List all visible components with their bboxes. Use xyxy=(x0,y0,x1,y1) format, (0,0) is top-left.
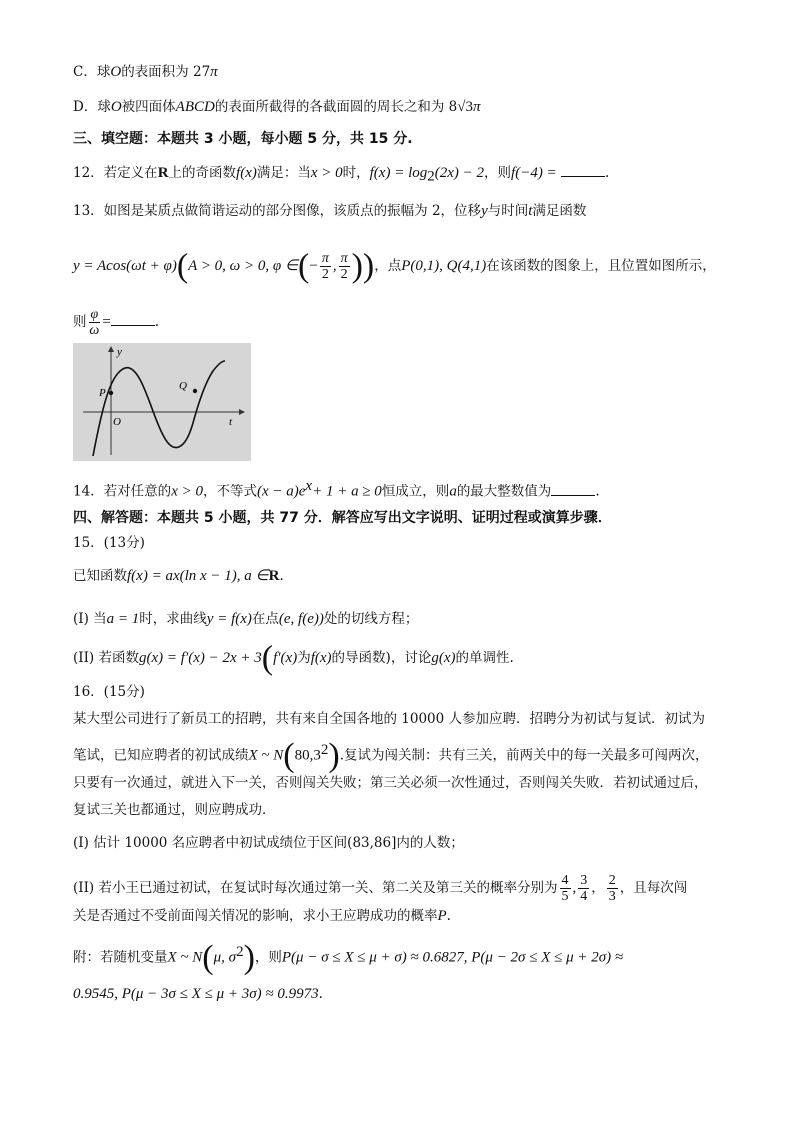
graph-p-label: P xyxy=(99,387,106,399)
q13-omega: ω xyxy=(89,323,100,338)
q16-note-b: ，则 xyxy=(254,949,282,966)
q14-text-b: ，不等式 xyxy=(202,483,257,500)
q12-ask: f(−4) = xyxy=(511,165,557,181)
q16-distribution: X ~ N xyxy=(248,747,284,764)
q15-p2-d: 的导函数)，讨论 xyxy=(331,650,432,666)
q15-p2-a: (II) 若函数 xyxy=(73,650,139,666)
q13-text-1b: 与时间 xyxy=(487,203,529,219)
q12-text-a: 12．若定义在 xyxy=(73,165,158,181)
q13-negative: − xyxy=(309,258,318,274)
q16-f2-den: 4 xyxy=(580,889,588,904)
q16-note-dist: X ~ N xyxy=(167,949,203,966)
q16-f1-num: 4 xyxy=(561,873,569,888)
q12-fx: f(x) xyxy=(236,165,257,181)
q13-function: y = Acos(ωt + φ) xyxy=(73,258,177,274)
q12-period: . xyxy=(604,165,610,181)
q16-line-4: 复试三关也都通过，则应聘成功． xyxy=(73,802,276,818)
q13-period: . xyxy=(154,314,160,330)
q13-y: y xyxy=(481,203,488,219)
option-d-prefix: D．球 xyxy=(73,99,111,115)
q12-text-b: 上的奇函数 xyxy=(168,165,237,181)
point-q xyxy=(193,389,197,393)
option-c-prefix: C．球 xyxy=(73,64,111,80)
q16-frac-3 xyxy=(607,873,618,904)
q15-period: . xyxy=(279,568,284,584)
q16-note-formula-2: 0.9545, P(μ − 3σ ≤ X ≤ μ + 3σ) ≈ 0.9973 xyxy=(73,986,319,1002)
q16-f3-num: 2 xyxy=(608,873,616,888)
q12-real-set: R xyxy=(157,165,169,181)
q14-text-a: 14．若对任意的 xyxy=(73,483,172,500)
q16-part-2-cont xyxy=(73,906,451,926)
q13-right-paren-2: ) xyxy=(351,247,363,285)
q16-note xyxy=(73,939,624,976)
option-d-ball: O xyxy=(110,99,122,115)
q14-text-d: 的最大整数值为 xyxy=(456,483,552,500)
q16-note-2 xyxy=(73,984,323,1004)
q16-p2-a: (II) 若小王已通过初试，在复试时每次通过第一关、第二关及第三关的概率分别为 xyxy=(73,880,558,896)
q15-p2-g: g(x) = f′(x) − 2x + 3 xyxy=(139,650,262,666)
q13-text-after: ，点 xyxy=(374,258,402,274)
option-d-sqrt: √3 xyxy=(457,99,473,115)
graph-t-label: t xyxy=(229,416,233,428)
q12-text-e: ，则 xyxy=(484,165,512,181)
q14-inequality-2: + 1 + a ≥ 0 xyxy=(312,483,382,500)
q15-p1-d: 处的切线方程； xyxy=(323,611,419,627)
q13-points: P(0,1), Q(4,1) xyxy=(401,258,487,274)
q14-answer-blank[interactable] xyxy=(551,481,595,496)
q15-function: f(x) = ax(ln x − 1), a ∈ xyxy=(127,568,269,584)
q15-p2-e: 的单调性. xyxy=(455,650,514,666)
q13-frac-num-2: π xyxy=(340,251,348,266)
q16-frac-2 xyxy=(578,873,589,904)
q14-exponent: x xyxy=(305,478,313,494)
q15-heading: 15．(13分) xyxy=(73,535,145,551)
q15-part-2 xyxy=(73,639,514,677)
q16-note-formula-1: P(μ − σ ≤ X ≤ μ + σ) ≈ 0.6827, P(μ − 2σ ≤ X ≤ μ + 2σ) ≈ xyxy=(281,949,624,966)
q16-line-1: 某大型公司进行了新员工的招聘，共有来自全国各地的 10000 人参加应聘．招聘分为初试与复试．初试为 xyxy=(73,711,706,727)
q15-p2-fx: f(x) xyxy=(310,650,332,666)
q13-text-1: 13．如图是某质点做简谐运动的部分图像，该质点的振幅为 2，位移 xyxy=(73,203,482,219)
q16-heading: 16．(15分) xyxy=(73,684,145,700)
q16-params: 80,3 xyxy=(294,747,321,764)
question-12 xyxy=(73,162,609,187)
q15-p1-point: (e, f(e)) xyxy=(278,611,324,627)
q13-tail: 在该函数的图象上，且位置如图所示， xyxy=(486,258,716,274)
q13-frac-num-1: π xyxy=(321,251,329,266)
q12-log-base: 2 xyxy=(427,168,435,185)
q16-l2-b: .复试为闯关制：共有三关，前两关中的每一关最多可闯两次， xyxy=(339,747,709,764)
q14-a-var: a xyxy=(449,483,457,500)
q16-note-paren-close: ) xyxy=(243,939,255,976)
q15-p1-a: (I) 当 xyxy=(73,611,107,627)
q15-given-text: 已知函数 xyxy=(73,568,127,584)
q13-condition: A > 0, ω > 0, φ ∈ xyxy=(188,258,299,274)
graph-y-label: y xyxy=(117,346,122,358)
q16-p2-end: . xyxy=(446,908,451,924)
q13-text-1c: 满足函数 xyxy=(532,203,587,219)
question-13-line3 xyxy=(73,307,159,338)
q15-p1-c: 在点 xyxy=(251,611,279,627)
q16-f3-den: 3 xyxy=(608,889,616,904)
question-13-line2: y = Acos(ωt + φ)(A > 0, ω > 0, φ ∈(− $\frac{\pi}{2}$ , $\frac{\pi}{2}$ ))，点P(0,1), Q(4,1)在该函数的图象上，且位置如图所示， xyxy=(73,247,716,285)
q16-p2-c: 关是否通过不受前面闯关情况的影响，求小王应聘成功的概率 xyxy=(73,908,438,924)
section-3-heading: 三、填空题：本题共 3 小题，每小题 5 分，共 15 分. xyxy=(73,131,413,147)
q16-note-end: . xyxy=(318,986,323,1002)
q12-answer-blank[interactable] xyxy=(561,162,605,177)
option-c xyxy=(73,62,218,82)
q12-condition: x > 0 xyxy=(310,165,343,181)
q15-given xyxy=(73,566,284,586)
q15-p1-b: 时，求曲线 xyxy=(139,611,207,627)
option-c-pi: π xyxy=(210,64,218,80)
q15-p1-curve: y = f(x) xyxy=(206,611,252,627)
q14-inequality: (x − a)e xyxy=(256,483,306,500)
q12-text-c: 满足：当 xyxy=(256,165,311,181)
q16-line-2 xyxy=(73,737,709,774)
q15-p2-c: 为 xyxy=(297,650,311,666)
option-d-text2: 的表面所截得的各截面圆的周长之和为 8 xyxy=(214,99,458,115)
q13-equals: = xyxy=(102,314,111,330)
q16-paren-open: ( xyxy=(283,737,295,774)
q13-t: t xyxy=(528,203,533,219)
option-d-text1: 被四面体 xyxy=(121,99,176,115)
q16-note-paren-open: ( xyxy=(202,939,214,976)
q16-p2-b: ，且每次闯 xyxy=(619,880,688,896)
question-13-line1 xyxy=(73,201,586,221)
q15-p2-paren: ( xyxy=(261,639,274,677)
point-p xyxy=(109,391,113,395)
q15-p1-cond: a = 1 xyxy=(106,611,140,627)
q13-left-paren: ( xyxy=(176,247,189,285)
q15-p2-gx: g(x) xyxy=(431,650,456,666)
q13-phi-over-omega xyxy=(89,307,101,338)
q16-part-2: (II) 若小王已通过初试，在复试时每次通过第一关、第二关及第三关的概率分别为 $\frac{4}{5}$ , $\frac{3}{4}$ ， $\frac{2}{3}$ ，且每次闯 xyxy=(73,873,688,904)
q16-frac-1 xyxy=(560,873,571,904)
q15-p2-fprime: f′(x) xyxy=(273,650,298,666)
q16-part-1: (I) 估计 10000 名应聘者中初试成绩位于区间(83,86]内的人数； xyxy=(73,835,464,851)
option-d xyxy=(73,97,480,117)
q16-sup: 2 xyxy=(320,742,329,758)
question-14 xyxy=(73,476,600,502)
q14-text-c: 恒成立，则 xyxy=(381,483,450,500)
q12-text-d: 时， xyxy=(342,165,370,181)
q14-period: . xyxy=(595,483,600,500)
q13-pi-over-2-neg xyxy=(320,251,331,282)
section-4-heading: 四、解答题：本题共 5 小题，共 77 分．解答应写出文字说明、证明过程或演算步骤． xyxy=(73,510,612,526)
q16-line-3: 只要有一次通过，就进入下一关，否则闯关失败；第三关必须一次性通过，否则闯关失败．若初试通过后， xyxy=(73,775,708,791)
q13-then: 则 xyxy=(73,314,87,330)
graph-q-label: Q xyxy=(179,380,187,392)
q16-paren-close: ) xyxy=(328,737,340,774)
q16-P: P xyxy=(437,908,447,924)
q16-f2-num: 3 xyxy=(580,873,588,888)
q15-part-1 xyxy=(73,609,418,629)
q13-right-paren: ) xyxy=(362,247,375,285)
q14-condition: x > 0 xyxy=(171,483,203,500)
q13-answer-blank[interactable] xyxy=(111,311,155,326)
q16-f1-den: 5 xyxy=(561,889,569,904)
q16-l2-a: 笔试，已知应聘者的初试成绩 xyxy=(73,747,249,764)
option-d-abcd: ABCD xyxy=(175,99,215,115)
option-c-text: 的表面积为 27 xyxy=(121,64,211,80)
option-d-pi: π xyxy=(472,99,481,115)
q13-frac-den-2: 2 xyxy=(340,267,348,282)
q13-phi: φ xyxy=(90,307,99,322)
q13-left-paren-2: ( xyxy=(298,247,310,285)
q16-note-a: 附：若随机变量 xyxy=(73,949,168,966)
q12-expr: f(x) = log xyxy=(369,165,428,181)
q16-note-params: μ, σ xyxy=(213,949,237,966)
q13-graph-figure xyxy=(73,343,251,461)
option-c-ball: O xyxy=(110,64,122,80)
q13-frac-den-1: 2 xyxy=(321,267,329,282)
graph-origin-label: O xyxy=(113,416,121,428)
q12-expr2: (2x) − 2 xyxy=(434,165,485,181)
q16-note-sup: 2 xyxy=(236,944,244,960)
q15-real-set: R xyxy=(268,568,280,584)
q13-pi-over-2 xyxy=(339,251,350,282)
